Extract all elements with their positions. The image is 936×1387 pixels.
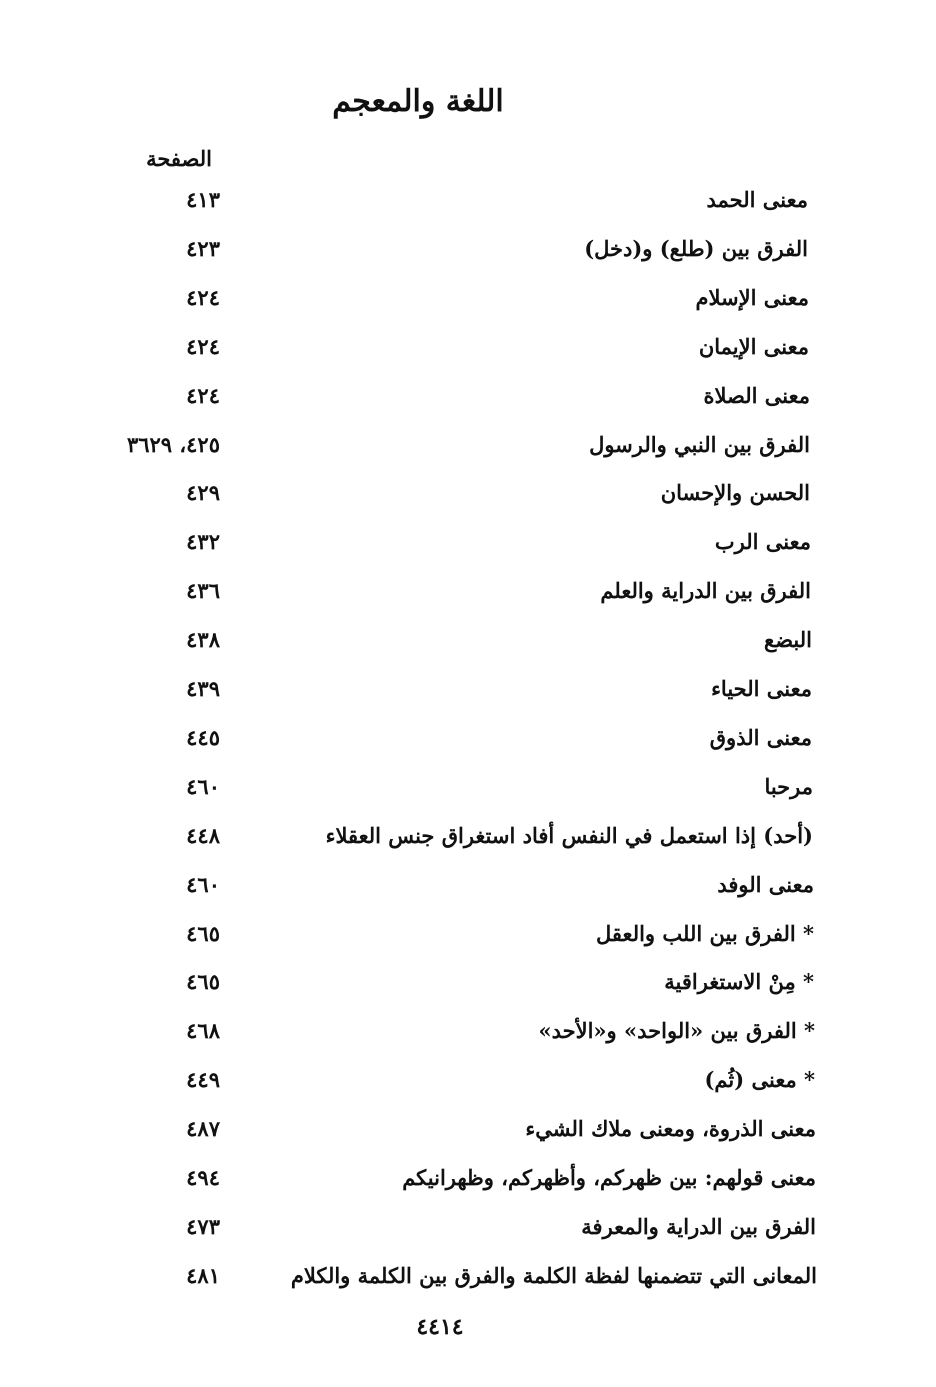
entry-topic: معنى الرب xyxy=(714,529,811,554)
index-entry xyxy=(80,865,814,905)
index-entry xyxy=(80,376,810,416)
entry-page-number: ٤٤٩ xyxy=(186,1067,220,1092)
index-entry xyxy=(80,327,809,367)
entry-page-number: ٤٢٩ xyxy=(186,480,220,505)
entry-page-number: ٤٣٩ xyxy=(186,676,220,701)
entry-topic: * الفرق بين اللب والعقل xyxy=(596,921,814,946)
index-entry xyxy=(80,1109,816,1149)
entry-page-number: ٤٢٤ xyxy=(186,285,220,310)
entry-topic: معنى الحياء xyxy=(711,676,812,701)
index-entry xyxy=(80,1207,816,1247)
index-entry xyxy=(80,767,813,807)
entry-page-number: ٤٩٤ xyxy=(186,1165,220,1190)
entry-page-number: ٤٨١ xyxy=(186,1263,220,1288)
entry-page-number: ٤٦٠ xyxy=(186,774,220,799)
entry-topic: الفرق بين النبي والرسول xyxy=(589,432,810,457)
index-entry xyxy=(80,229,808,269)
entry-topic: الفرق بين الدراية والمعرفة xyxy=(581,1214,816,1239)
entry-page-number: ٤٢٤ xyxy=(186,383,220,408)
index-entry xyxy=(80,473,810,513)
index-entry xyxy=(80,425,810,465)
entry-page-number: ٤١٣ xyxy=(186,187,220,212)
entry-topic: معنى الإيمان xyxy=(698,334,809,359)
entry-page-number: ٤٦٨ xyxy=(186,1018,220,1043)
entry-topic: معنى قولهم: بين ظهركم، وأظهركم، وظهرانيكم xyxy=(402,1165,816,1190)
entry-page-number: ٤٤٥ xyxy=(186,725,220,750)
index-entry xyxy=(80,620,812,660)
index-entry xyxy=(80,180,808,220)
page-title: اللغة والمعجم xyxy=(332,84,504,119)
entry-topic: مرحبا xyxy=(764,774,813,799)
entry-topic: معنى الوفد xyxy=(717,872,814,897)
entry-page-number: ٤٨٧ xyxy=(186,1116,220,1141)
page-column-header: الصفحة xyxy=(146,146,212,171)
index-entry xyxy=(80,718,812,758)
entry-topic: * مِنْ الاستغراقية xyxy=(664,969,814,994)
entry-topic: معنى الصلاة xyxy=(703,383,810,408)
index-entry xyxy=(80,522,811,562)
footer-page-number: ٤٤١٤ xyxy=(416,1314,464,1340)
entry-page-number: ٤٣٢ xyxy=(186,529,220,554)
entry-topic: معنى الحمد xyxy=(706,187,808,212)
entry-page-number: ٤٦٠ xyxy=(186,872,220,897)
entry-topic: الحسن والإحسان xyxy=(660,480,810,505)
entry-topic: معنى الإسلام xyxy=(695,285,809,310)
entry-topic: * معنى (ثُم) xyxy=(704,1067,815,1092)
entry-page-number: ٤٢٥، ٣٦٢٩ xyxy=(126,432,220,457)
index-entry xyxy=(80,571,811,611)
index-entry xyxy=(80,1256,817,1296)
entry-page-number: ٤٦٥ xyxy=(186,921,220,946)
entry-topic: الفرق بين الدراية والعلم xyxy=(600,578,811,603)
entry-page-number: ٤٢٤ xyxy=(186,334,220,359)
entry-page-number: ٤٢٣ xyxy=(186,236,220,261)
entry-page-number: ٤٧٣ xyxy=(186,1214,220,1239)
entry-page-number: ٤٣٦ xyxy=(186,578,220,603)
entry-topic: (أحد) إذا استعمل في النفس أفاد استغراق جنس العقلاء xyxy=(325,823,813,848)
index-entry xyxy=(80,962,814,1002)
entry-page-number: ٤٦٥ xyxy=(186,969,220,994)
index-entry xyxy=(80,1060,815,1100)
entry-topic: معنى الذروة، ومعنى ملاك الشيء xyxy=(525,1116,816,1141)
entry-topic: البضع xyxy=(764,627,812,652)
entry-topic: معنى الذوق xyxy=(709,725,812,750)
entry-topic: المعانى التي تتضمنها لفظة الكلمة والفرق بين الكلمة والكلام xyxy=(290,1263,817,1288)
index-entry xyxy=(80,1158,816,1198)
index-entry xyxy=(80,278,809,318)
entry-page-number: ٤٤٨ xyxy=(186,823,220,848)
entry-page-number: ٤٣٨ xyxy=(186,627,220,652)
index-entry xyxy=(80,914,814,954)
entry-topic: * الفرق بين «الواحد» و«الأحد» xyxy=(538,1018,815,1043)
entry-topic: الفرق بين (طلع) و(دخل) xyxy=(584,236,808,261)
index-entry xyxy=(80,1011,815,1051)
index-entry xyxy=(80,669,812,709)
index-entry xyxy=(80,816,813,856)
